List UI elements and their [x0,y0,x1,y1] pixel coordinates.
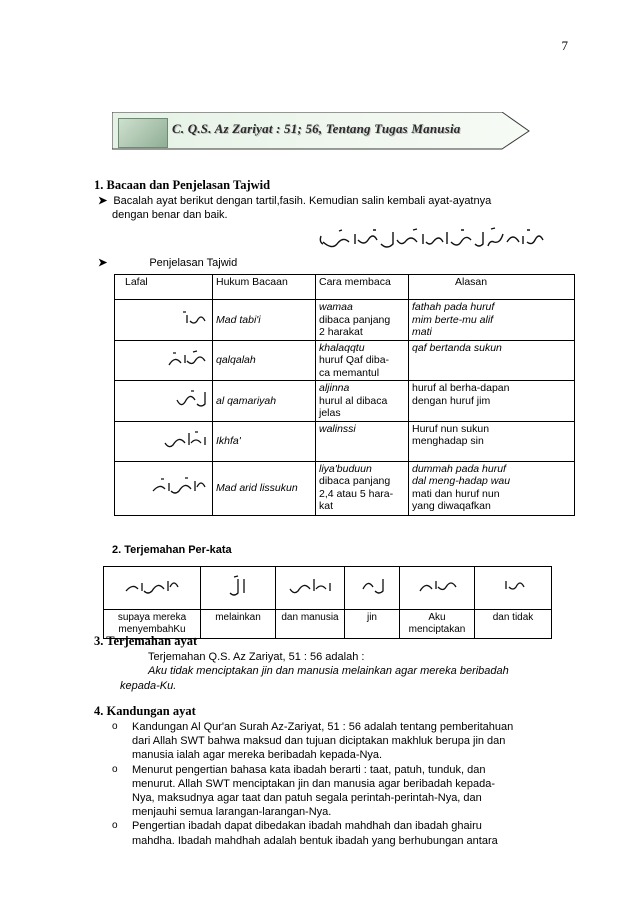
section1-instruction [98,194,548,222]
section3-line1: Terjemahan Q.S. Az Zariyat, 51 : 56 adalah : [148,651,365,663]
cara-word: walinssi [319,422,356,435]
alasan-line: fathah pada huruf [412,301,495,313]
cara-line: 2,4 atau 5 hara- [319,487,394,500]
header-cara: Cara membaca [316,275,409,300]
cara-line: hurul al dibaca [319,394,388,407]
page-number: 7 [561,38,568,53]
alasan-line: dal meng-hadap wau [412,475,511,487]
arabic-lafal-liyabuduun [115,461,213,515]
translation-cell: melainkan [201,610,276,639]
table-row [115,300,575,341]
point-line: Menurut pengertian bahasa kata ibadah berarti : taat, patuh, tunduk, dan [132,763,486,776]
banner-title: C. Q.S. Az Zariyat : 51; 56, Tentang Tugas Manusia [172,121,461,136]
alasan-line: mati [412,326,432,338]
cara-word: khalaqqtu [319,341,365,354]
table-row [115,381,575,422]
alasan-line: Huruf nun sukun [412,422,490,435]
section2-heading: 2. Terjemahan Per-kata [112,544,232,556]
point-line: mahdha. Ibadah mahdhah adalah bentuk ibadah yang berhubungan antara [132,834,498,847]
arabic-word-wamaa [475,567,552,610]
table-header-row [115,275,575,300]
translation-cell: dan tidak [475,610,552,639]
arrow-icon: ➤ [98,257,108,269]
arabic-lafal-khalaqtu [115,340,213,381]
arabic-word-walinsi [276,567,345,610]
alasan-line: dummah pada huruf [412,462,506,475]
alasan-line: menghadap sin [412,435,484,447]
hukum-text: al qamariyah [216,394,277,407]
table-row [115,340,575,381]
arabic-lafal-wamaa [115,300,213,341]
table-row [115,461,575,515]
hukum-text: Mad tabi'i [216,313,261,326]
subheading-text: Penjelasan Tajwid [149,257,238,269]
header-lafal: Lafal [115,275,213,300]
list-item [112,763,540,820]
cara-word: aljinna [319,382,350,394]
arabic-word-aljinna [345,567,400,610]
point-line: menurut. Allah SWT menciptakan jin dan manusia agar beribadah kepada- [132,777,496,790]
list-item [112,819,540,847]
circle-bullet-icon: o [112,721,118,732]
hukum-text: Ikhfa' [216,434,241,447]
point-line: menjauhi semua larangan-larangan-Nya. [132,806,332,819]
alasan-line: mati dan huruf nun [412,487,500,500]
translation-cell: jin [345,610,400,639]
cara-word: liya'buduun [319,462,372,475]
tajwid-subheading [98,256,237,270]
point-line: Nya, maksudnya agar taat dan patuh segala perintah-perintah-Nya, dan [132,792,482,805]
circle-bullet-icon: o [112,763,118,775]
arabic-word-illa [201,567,276,610]
arabic-word-row [104,567,552,610]
arabic-lafal-walinsi [115,421,213,461]
arabic-verse-image [315,226,547,257]
translation-cell: supaya mereka menyembahKu [104,610,201,639]
section3-line2: Aku tidak menciptakan jin dan manusia melainkan agar mereka beribadah [148,665,509,677]
section3-heading: 3. Terjemahan ayat [94,634,198,648]
instruction-line-2: dengan benar dan baik. [112,209,228,221]
header-alasan: Alasan [409,275,575,300]
translation-cell: dan manusia [276,610,345,639]
table-row [115,421,575,461]
alasan-line: mim berte-mu alif [412,313,494,326]
cara-line: kat [319,500,334,512]
list-item [112,720,540,763]
cara-word: wamaa [319,301,353,313]
hukum-text: qalqalah [216,354,256,366]
alasan-line: huruf al berha-dapan [412,382,510,394]
tajwid-table [114,274,575,516]
header-hukum: Hukum Bacaan [213,275,316,300]
point-line: Kandungan Al Qur'an Surah Az-Zariyat, 51 : 56 adalah tentang pemberitahuan [132,721,514,733]
point-line: manusia ialah agar mereka beribadah kepada-Nya. [132,749,383,762]
quran-book-image [118,118,168,148]
alasan-line: yang diwaqafkan [412,500,491,512]
cara-line: dibaca panjang [319,475,391,487]
cara-line: ca memantul [319,366,380,379]
circle-bullet-icon: o [112,820,118,832]
kandungan-list [112,720,540,848]
cara-line: 2 harakat [319,326,363,338]
point-line: dari Allah SWT bahwa maksud dan tujuan diciptakan makhluk berupa jin dan [132,735,506,748]
section1-heading: 1. Bacaan dan Penjelasan Tajwid [94,178,271,192]
translation-cell: Aku menciptakan [400,610,475,639]
perkata-table [103,566,552,639]
arrow-icon: ➤ [98,195,108,207]
alasan-line: dengan huruf jim [412,394,491,407]
section4-heading: 4. Kandungan ayat [94,704,196,718]
arabic-word-khalaqtu [400,567,475,610]
cara-line: huruf Qaf diba- [319,354,390,366]
section3-line3: kepada-Ku. [120,680,177,692]
alasan-line: qaf bertanda sukun [412,341,502,354]
section-banner [112,112,530,150]
arabic-lafal-aljinna [115,381,213,422]
cara-line: dibaca panjang [319,313,391,326]
arabic-word-liyabuduun [104,567,201,610]
cara-line: jelas [319,407,341,419]
instruction-line-1: Bacalah ayat berikut dengan tartil,fasih. Kemudian salin kembali ayat-ayatnya [113,195,492,207]
point-line: Pengertian ibadah dapat dibedakan ibadah mahdhah dan ibadah ghairu [132,820,482,833]
hukum-text: Mad arid lissukun [216,481,298,494]
